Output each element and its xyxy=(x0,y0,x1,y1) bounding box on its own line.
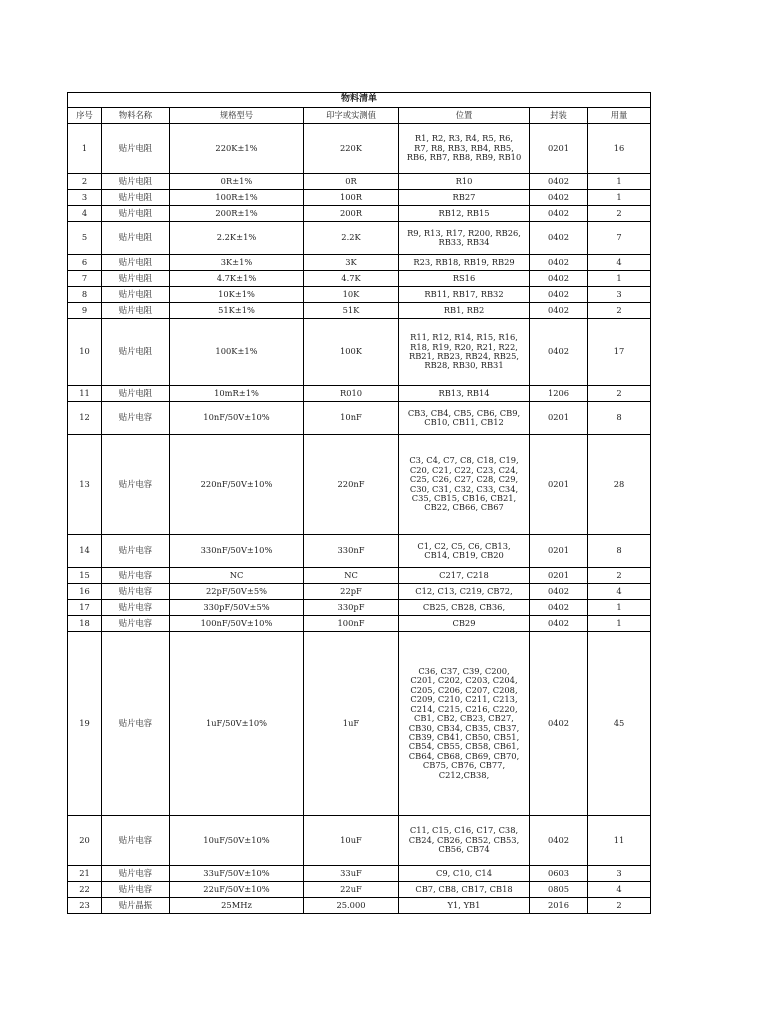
cell-no: 1 xyxy=(68,124,102,174)
table-row xyxy=(68,882,651,898)
cell-quantity: 1 xyxy=(588,271,651,287)
cell-mark: 100K xyxy=(304,319,399,386)
cell-package: 0402 xyxy=(530,174,588,190)
cell-package: 0402 xyxy=(530,271,588,287)
table-row xyxy=(68,319,651,386)
cell-position: RB1, RB2 xyxy=(399,303,530,319)
cell-package: 0201 xyxy=(530,124,588,174)
table-row xyxy=(68,386,651,402)
cell-mark: 22uF xyxy=(304,882,399,898)
cell-no: 22 xyxy=(68,882,102,898)
cell-package: 0402 xyxy=(530,287,588,303)
cell-position: C3, C4, C7, C8, C18, C19, C20, C21, C22, C23, C24, C25, C26, C27, C28, C29, C30, C31, C32, C33, C34, C35, CB15, CB16, CB21, CB22, CB66, CB67 xyxy=(399,435,530,535)
cell-quantity: 2 xyxy=(588,303,651,319)
cell-mark: 4.7K xyxy=(304,271,399,287)
cell-position: C1, C2, C5, C6, CB13, CB14, CB19, CB20 xyxy=(399,535,530,568)
cell-position: C217, C218 xyxy=(399,568,530,584)
cell-package: 0201 xyxy=(530,568,588,584)
table-row xyxy=(68,535,651,568)
cell-package: 0402 xyxy=(530,255,588,271)
table-row xyxy=(68,866,651,882)
cell-quantity: 2 xyxy=(588,386,651,402)
table-row xyxy=(68,816,651,866)
cell-mark: 330pF xyxy=(304,600,399,616)
table-title: 物料清单 xyxy=(68,93,651,108)
cell-name: 贴片电阻 xyxy=(102,386,170,402)
cell-package: 2016 xyxy=(530,898,588,914)
cell-position: CB25, CB28, CB36, xyxy=(399,600,530,616)
cell-no: 13 xyxy=(68,435,102,535)
cell-package: 0402 xyxy=(530,206,588,222)
cell-no: 7 xyxy=(68,271,102,287)
cell-spec: 100nF/50V±10% xyxy=(170,616,304,632)
cell-name: 贴片电容 xyxy=(102,632,170,816)
cell-spec: 1uF/50V±10% xyxy=(170,632,304,816)
cell-position: C11, C15, C16, C17, C38, CB24, CB26, CB52, CB53, CB56, CB74 xyxy=(399,816,530,866)
cell-name: 贴片电容 xyxy=(102,584,170,600)
cell-quantity: 1 xyxy=(588,616,651,632)
cell-name: 贴片电容 xyxy=(102,535,170,568)
cell-name: 贴片电容 xyxy=(102,402,170,435)
cell-quantity: 1 xyxy=(588,174,651,190)
cell-quantity: 7 xyxy=(588,222,651,255)
cell-spec: 100K±1% xyxy=(170,319,304,386)
cell-no: 5 xyxy=(68,222,102,255)
cell-mark: 220K xyxy=(304,124,399,174)
table-row xyxy=(68,898,651,914)
cell-quantity: 3 xyxy=(588,287,651,303)
cell-quantity: 1 xyxy=(588,190,651,206)
cell-quantity: 45 xyxy=(588,632,651,816)
cell-package: 0402 xyxy=(530,816,588,866)
cell-quantity: 16 xyxy=(588,124,651,174)
header-package: 封装 xyxy=(530,108,588,124)
cell-spec: NC xyxy=(170,568,304,584)
table-row xyxy=(68,568,651,584)
cell-position: R23, RB18, RB19, RB29 xyxy=(399,255,530,271)
cell-mark: 10uF xyxy=(304,816,399,866)
cell-name: 贴片电容 xyxy=(102,616,170,632)
cell-no: 19 xyxy=(68,632,102,816)
cell-name: 贴片电容 xyxy=(102,882,170,898)
cell-mark: 220nF xyxy=(304,435,399,535)
table-row xyxy=(68,303,651,319)
cell-package: 0402 xyxy=(530,616,588,632)
cell-no: 20 xyxy=(68,816,102,866)
cell-name: 贴片电阻 xyxy=(102,271,170,287)
cell-mark: NC xyxy=(304,568,399,584)
table-row xyxy=(68,600,651,616)
table-row xyxy=(68,271,651,287)
cell-name: 贴片电阻 xyxy=(102,174,170,190)
cell-package: 0201 xyxy=(530,402,588,435)
cell-position: RB13, RB14 xyxy=(399,386,530,402)
cell-package: 0402 xyxy=(530,632,588,816)
cell-name: 贴片电容 xyxy=(102,568,170,584)
cell-package: 0603 xyxy=(530,866,588,882)
table-row xyxy=(68,402,651,435)
cell-no: 16 xyxy=(68,584,102,600)
cell-spec: 22pF/50V±5% xyxy=(170,584,304,600)
cell-name: 贴片电容 xyxy=(102,435,170,535)
cell-position: RB12, RB15 xyxy=(399,206,530,222)
cell-spec: 4.7K±1% xyxy=(170,271,304,287)
cell-spec: 330nF/50V±10% xyxy=(170,535,304,568)
cell-mark: 0R xyxy=(304,174,399,190)
cell-quantity: 17 xyxy=(588,319,651,386)
cell-no: 12 xyxy=(68,402,102,435)
cell-no: 14 xyxy=(68,535,102,568)
cell-quantity: 2 xyxy=(588,206,651,222)
cell-quantity: 4 xyxy=(588,882,651,898)
cell-position: R10 xyxy=(399,174,530,190)
cell-mark: 25.000 xyxy=(304,898,399,914)
table-row xyxy=(68,190,651,206)
table-row xyxy=(68,206,651,222)
table-row xyxy=(68,616,651,632)
cell-name: 贴片电阻 xyxy=(102,319,170,386)
cell-package: 0805 xyxy=(530,882,588,898)
cell-package: 0402 xyxy=(530,190,588,206)
cell-name: 贴片电阻 xyxy=(102,206,170,222)
cell-no: 6 xyxy=(68,255,102,271)
cell-spec: 51K±1% xyxy=(170,303,304,319)
cell-spec: 220nF/50V±10% xyxy=(170,435,304,535)
cell-mark: 100R xyxy=(304,190,399,206)
cell-mark: 200R xyxy=(304,206,399,222)
cell-mark: 51K xyxy=(304,303,399,319)
cell-quantity: 8 xyxy=(588,402,651,435)
cell-no: 4 xyxy=(68,206,102,222)
cell-spec: 200R±1% xyxy=(170,206,304,222)
cell-spec: 33uF/50V±10% xyxy=(170,866,304,882)
cell-no: 15 xyxy=(68,568,102,584)
cell-quantity: 11 xyxy=(588,816,651,866)
cell-spec: 3K±1% xyxy=(170,255,304,271)
cell-position: R11, R12, R14, R15, R16, R18, R19, R20, R21, R22, RB21, RB23, RB24, RB25, RB28, RB30, RB31 xyxy=(399,319,530,386)
cell-mark: 10nF xyxy=(304,402,399,435)
cell-mark: 100nF xyxy=(304,616,399,632)
cell-spec: 25MHz xyxy=(170,898,304,914)
cell-quantity: 3 xyxy=(588,866,651,882)
cell-no: 3 xyxy=(68,190,102,206)
header-spec: 规格型号 xyxy=(170,108,304,124)
cell-no: 18 xyxy=(68,616,102,632)
cell-no: 23 xyxy=(68,898,102,914)
cell-spec: 10nF/50V±10% xyxy=(170,402,304,435)
cell-package: 0402 xyxy=(530,600,588,616)
cell-spec: 2.2K±1% xyxy=(170,222,304,255)
cell-package: 0402 xyxy=(530,303,588,319)
cell-position: RS16 xyxy=(399,271,530,287)
cell-position: RB11, RB17, RB32 xyxy=(399,287,530,303)
cell-package: 0402 xyxy=(530,319,588,386)
cell-spec: 22uF/50V±10% xyxy=(170,882,304,898)
cell-name: 贴片电阻 xyxy=(102,222,170,255)
header-name: 物料名称 xyxy=(102,108,170,124)
table-row xyxy=(68,287,651,303)
bom-table xyxy=(67,92,651,914)
cell-name: 贴片电阻 xyxy=(102,190,170,206)
cell-name: 贴片电阻 xyxy=(102,124,170,174)
cell-spec: 10K±1% xyxy=(170,287,304,303)
cell-quantity: 28 xyxy=(588,435,651,535)
cell-name: 贴片电容 xyxy=(102,866,170,882)
cell-mark: 22pF xyxy=(304,584,399,600)
cell-spec: 100R±1% xyxy=(170,190,304,206)
cell-position: CB29 xyxy=(399,616,530,632)
cell-name: 贴片电阻 xyxy=(102,287,170,303)
cell-spec: 330pF/50V±5% xyxy=(170,600,304,616)
cell-quantity: 1 xyxy=(588,600,651,616)
cell-quantity: 2 xyxy=(588,898,651,914)
cell-mark: 10K xyxy=(304,287,399,303)
cell-quantity: 4 xyxy=(588,255,651,271)
cell-no: 8 xyxy=(68,287,102,303)
cell-position: CB3, CB4, CB5, CB6, CB9, CB10, CB11, CB12 xyxy=(399,402,530,435)
cell-no: 9 xyxy=(68,303,102,319)
table-row xyxy=(68,584,651,600)
header-mark: 印字或实测值 xyxy=(304,108,399,124)
cell-position: Y1, YB1 xyxy=(399,898,530,914)
table-row xyxy=(68,174,651,190)
cell-spec: 220K±1% xyxy=(170,124,304,174)
cell-quantity: 4 xyxy=(588,584,651,600)
cell-name: 贴片电阻 xyxy=(102,255,170,271)
cell-mark: 330nF xyxy=(304,535,399,568)
cell-position: CB7, CB8, CB17, CB18 xyxy=(399,882,530,898)
table-row xyxy=(68,222,651,255)
cell-name: 贴片电阻 xyxy=(102,303,170,319)
cell-quantity: 2 xyxy=(588,568,651,584)
cell-package: 0201 xyxy=(530,435,588,535)
cell-package: 0402 xyxy=(530,584,588,600)
cell-position: R9, R13, R17, R200, RB26, RB33, RB34 xyxy=(399,222,530,255)
cell-package: 1206 xyxy=(530,386,588,402)
table-row xyxy=(68,255,651,271)
table-row xyxy=(68,632,651,816)
cell-spec: 10uF/50V±10% xyxy=(170,816,304,866)
cell-package: 0402 xyxy=(530,222,588,255)
cell-quantity: 8 xyxy=(588,535,651,568)
cell-spec: 10mR±1% xyxy=(170,386,304,402)
header-quantity: 用量 xyxy=(588,108,651,124)
cell-mark: R010 xyxy=(304,386,399,402)
header-position: 位置 xyxy=(399,108,530,124)
cell-mark: 33uF xyxy=(304,866,399,882)
cell-no: 17 xyxy=(68,600,102,616)
cell-name: 贴片电容 xyxy=(102,816,170,866)
cell-position: R1, R2, R3, R4, R5, R6, R7, R8, RB3, RB4, RB5, RB6, RB7, RB8, RB9, RB10 xyxy=(399,124,530,174)
cell-position: C9, C10, C14 xyxy=(399,866,530,882)
table-row xyxy=(68,435,651,535)
header-no: 序号 xyxy=(68,108,102,124)
cell-no: 21 xyxy=(68,866,102,882)
cell-position: C36, C37, C39, C200, C201, C202, C203, C204, C205, C206, C207, C208, C209, C210, C211, C213, C214, C215, C216, C220, CB1, CB2, CB23, CB27, CB30, CB34, CB35, CB37, CB39, CB41, CB50, CB51, CB54, CB55, CB58, CB61, CB64, CB68, CB69, CB70, CB75, CB76, CB77, C212,CB38, xyxy=(399,632,530,816)
cell-name: 贴片晶振 xyxy=(102,898,170,914)
cell-package: 0201 xyxy=(530,535,588,568)
cell-no: 11 xyxy=(68,386,102,402)
cell-mark: 3K xyxy=(304,255,399,271)
cell-position: RB27 xyxy=(399,190,530,206)
cell-name: 贴片电容 xyxy=(102,600,170,616)
cell-position: C12, C13, C219, CB72, xyxy=(399,584,530,600)
cell-no: 10 xyxy=(68,319,102,386)
table-row xyxy=(68,124,651,174)
cell-spec: 0R±1% xyxy=(170,174,304,190)
cell-mark: 1uF xyxy=(304,632,399,816)
cell-mark: 2.2K xyxy=(304,222,399,255)
cell-no: 2 xyxy=(68,174,102,190)
